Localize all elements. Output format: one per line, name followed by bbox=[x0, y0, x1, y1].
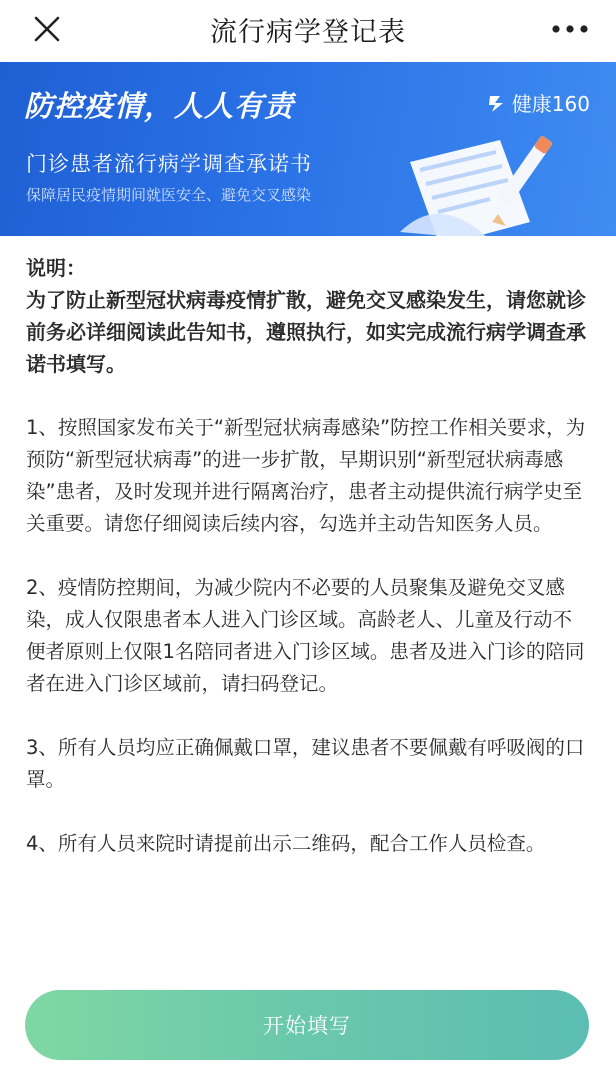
notice-item: 1、按照国家发布关于“新型冠状病毒感染”防控工作相关要求，为预防“新型冠状病毒”的进一步扩散，早期识别“新型冠状病毒感染”患者，及时发现并进行隔离治疗，患者主动提供流行病学史至关重要。请您仔细阅读后续内容，勾选并主动告知医务人员。 bbox=[26, 416, 586, 535]
banner-slogan: 防控疫情，人人有责 bbox=[24, 89, 295, 123]
notice-item: 2、疫情防控期间，为减少院内不必要的人员聚集及避免交叉感染，成人仅限患者本人进入门诊区域。高龄老人、儿童及行动不便者原则上仅限1名陪同者进入门诊区域。患者及进入门诊的陪同者在进入门诊区域前，请扫码登记。 bbox=[26, 576, 585, 695]
banner-subtitle: 保障居民疫情期间就医安全、避免交叉感染 bbox=[26, 186, 312, 204]
intro-text: 为了防止新型冠状病毒疫情扩散，避免交叉感染发生，请您就诊前务必详细阅读此告知书，遵照执行，如实完成流行病学调查承诺书填写。 bbox=[26, 288, 586, 376]
notice-item: 4、所有人员来院时请提前出示二维码，配合工作人员检查。 bbox=[26, 832, 546, 855]
notice-item: 3、所有人员均应正确佩戴口罩，建议患者不要佩戴有呼吸阀的口罩。 bbox=[26, 736, 585, 791]
start-fill-button[interactable]: 开始填写 bbox=[25, 990, 589, 1060]
intro-heading: 说明： bbox=[26, 256, 86, 280]
health160-logo-icon bbox=[486, 92, 508, 114]
notice-content bbox=[26, 252, 586, 860]
banner-title: 门诊患者流行病学调查承诺书 bbox=[26, 152, 312, 176]
more-icon[interactable] bbox=[550, 16, 590, 42]
document-pen-icon bbox=[380, 122, 580, 236]
banner bbox=[0, 62, 616, 236]
health160-logo bbox=[486, 88, 590, 117]
logo-text: 健康160 bbox=[511, 92, 590, 116]
top-nav-bar bbox=[0, 0, 616, 62]
page-title: 流行病学登记表 bbox=[210, 17, 406, 48]
